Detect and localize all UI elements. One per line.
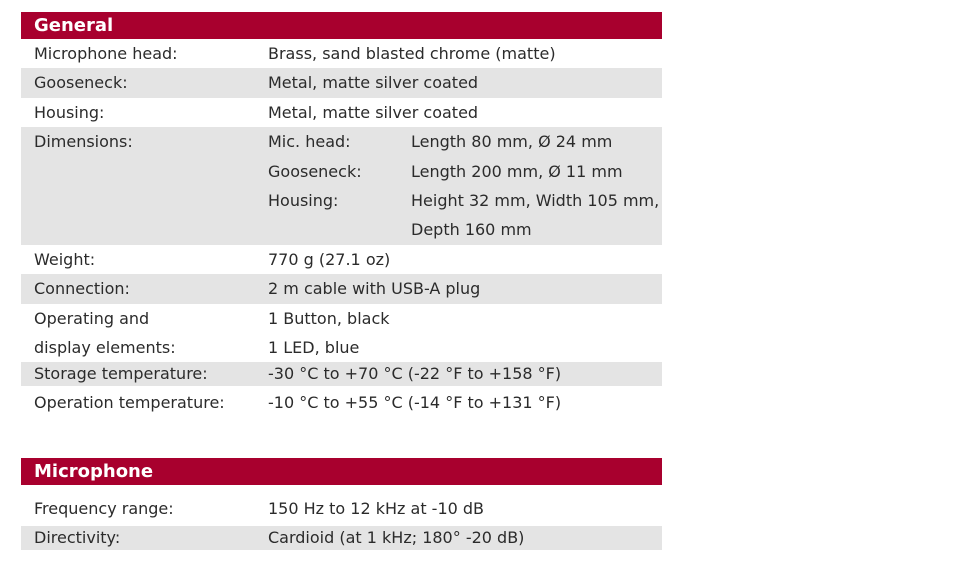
dimension-name: Gooseneck: [268,161,362,181]
spec-row-housing [21,98,662,127]
spec-label: Connection: [34,279,130,299]
dimension-item [268,157,658,186]
spec-label: Operation temperature: [34,393,225,413]
spec-row-connection [21,274,662,303]
dimension-value: Height 32 mm, Width 105 mm, [411,190,660,210]
spec-value [268,304,390,363]
spec-row-dimensions [21,127,662,245]
spec-value: 2 m cable with USB-A plug [268,279,481,299]
spec-label [34,304,176,363]
spec-value: Metal, matte silver coated [268,102,479,122]
spec-label: Housing: [34,102,105,122]
spec-value: Metal, matte silver coated [268,73,479,93]
spec-label-line: Operating and [34,308,150,328]
spec-row-frequency-range [21,485,662,526]
spec-label-line: display elements: [34,337,176,357]
spec-label: Dimensions: [34,132,133,152]
general-header: General [21,12,662,39]
dimension-value: Length 80 mm, Ø 24 mm [411,132,613,152]
spec-label: Frequency range: [34,499,174,518]
spec-value-line: 1 Button, black [268,308,390,328]
dimension-item [268,186,658,215]
spec-row-directivity [21,526,662,550]
dimension-name: Mic. head: [268,132,351,152]
spec-row-operation-temperature [21,386,662,420]
spec-label: Gooseneck: [34,73,128,93]
spec-value: Brass, sand blasted chrome (matte) [268,44,556,63]
spec-value: -10 °C to +55 °C (-14 °F to +131 °F) [268,393,562,413]
spec-value: -30 °C to +70 °C (-22 °F to +158 °F) [268,364,562,384]
spec-row-gooseneck [21,68,662,97]
spec-label: Weight: [34,249,96,269]
spec-label: Microphone head: [34,44,178,63]
microphone-section [21,458,662,550]
spec-value: Cardioid (at 1 kHz; 180° -20 dB) [268,528,525,547]
spec-value: 770 g (27.1 oz) [268,249,391,269]
dimension-name: Housing: [268,190,339,210]
general-section [21,12,662,420]
spec-row-storage-temperature [21,362,662,386]
microphone-header: Microphone [21,458,662,485]
spec-value: 150 Hz to 12 kHz at -10 dB [268,499,485,518]
dimensions-list [268,127,658,245]
spec-row-microphone-head [21,39,662,68]
dimension-item [268,215,658,244]
dimension-value: Length 200 mm, Ø 11 mm [411,161,623,181]
spec-row-operating-elements [21,304,662,363]
spec-label: Storage temperature: [34,364,208,384]
spec-value-line: 1 LED, blue [268,337,360,357]
dimension-value: Depth 160 mm [411,220,532,240]
spec-row-weight [21,245,662,274]
spec-label: Directivity: [34,528,121,547]
dimension-item [268,127,658,156]
